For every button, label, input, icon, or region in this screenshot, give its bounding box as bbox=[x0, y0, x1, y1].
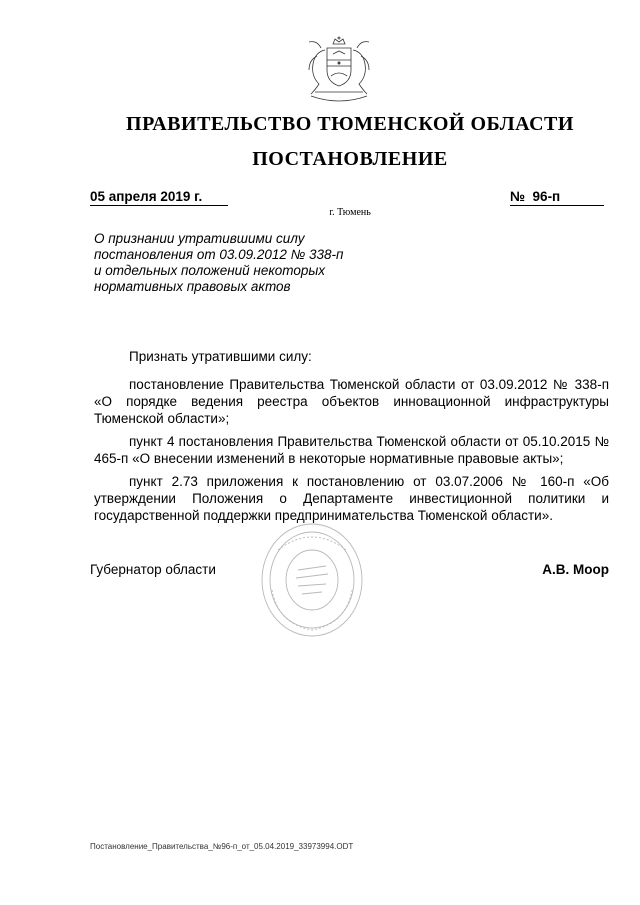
official-seal-icon bbox=[258, 520, 366, 640]
government-title: ПРАВИТЕЛЬСТВО ТЮМЕНСКОЙ ОБЛАСТИ bbox=[126, 113, 574, 135]
signatory-title: Губернатор области bbox=[90, 562, 216, 577]
tyumen-region-coat-of-arms-icon bbox=[297, 36, 381, 106]
body-item: пункт 4 постановления Правительства Тюменской области от 05.10.2015 № 465-п «О внесении изменений в некоторые нормативные правовые акты»; bbox=[94, 434, 609, 466]
document-type: ПОСТАНОВЛЕНИЕ bbox=[252, 148, 448, 170]
document-number: № 96-п bbox=[510, 189, 604, 206]
body-item: пункт 2.73 приложения к постановлению от 03.07.2006 № 160-п «Об утверждении Положения о Департаменте инвестиционной политики и государственной поддержки предпринимательства Тюменской области». bbox=[94, 474, 609, 523]
signatory-name: А.В. Моор bbox=[542, 562, 609, 577]
subject-line: постановления от 03.09.2012 № 338-п bbox=[94, 247, 344, 262]
document-city: г. Тюмень bbox=[329, 207, 371, 218]
body-item: постановление Правительства Тюменской области от 03.09.2012 № 338-п «О порядке ведения реестра объектов инновационной инфраструктуры Тюменской области»; bbox=[94, 377, 609, 426]
subject-line: и отдельных положений некоторых bbox=[94, 263, 326, 278]
subject-line: О признании утратившими силу bbox=[94, 231, 305, 246]
subject-line: нормативных правовых актов bbox=[94, 279, 291, 294]
document-subject bbox=[94, 231, 384, 295]
document-body bbox=[94, 348, 609, 530]
footer-filename: Постановление_Правительства_№96-п_от_05.04.2019_33973994.ODT bbox=[90, 842, 354, 851]
document-date: 05 апреля 2019 г. bbox=[90, 189, 228, 206]
body-intro: Признать утратившими силу: bbox=[129, 349, 312, 364]
